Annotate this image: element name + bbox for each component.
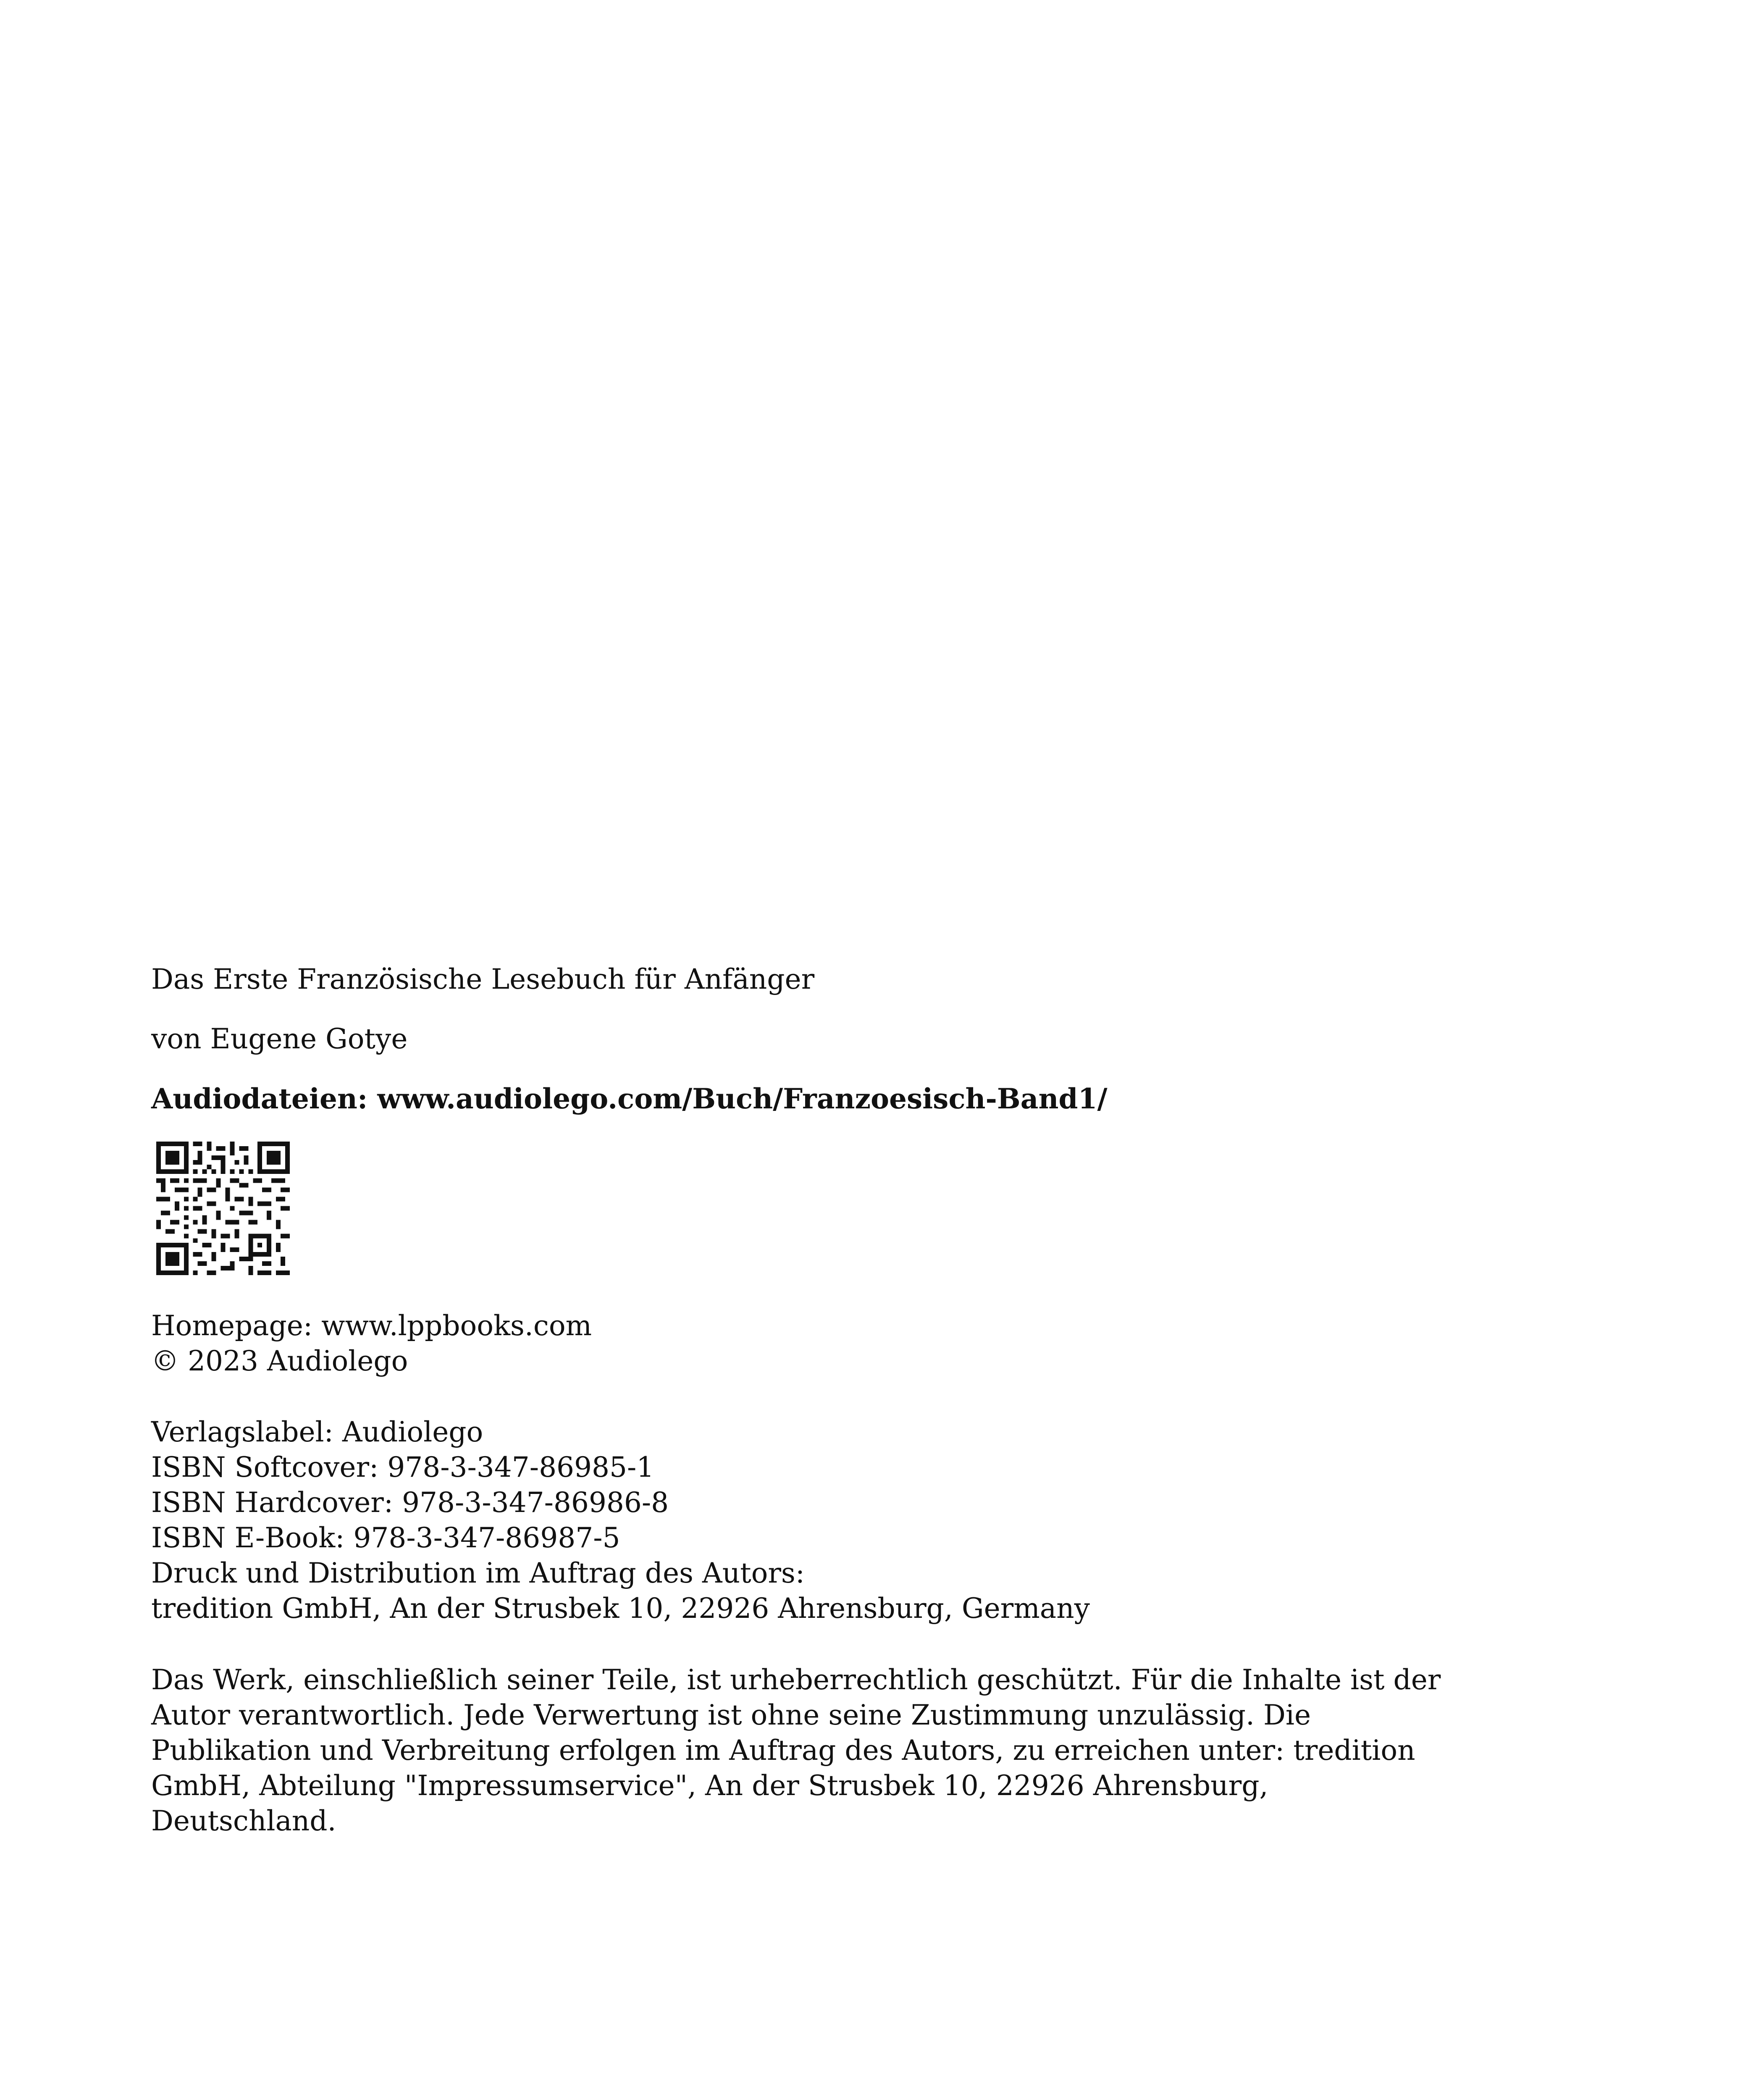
legal-line-5: Deutschland. bbox=[151, 1805, 336, 1837]
publisher-label: Verlagslabel: Audiolego bbox=[151, 1416, 483, 1448]
legal-line-4: GmbH, Abteilung "Impressumservice", An der Strusbek 10, 22926 Ahrensburg, bbox=[151, 1769, 1268, 1802]
printer-address: tredition GmbH, An der Strusbek 10, 22926 Ahrensburg, Germany bbox=[151, 1592, 1090, 1625]
publishing-block bbox=[151, 1415, 1090, 1626]
legal-line-3: Publikation und Verbreitung erfolgen im Auftrag des Autors, zu erreichen unter: tredition bbox=[151, 1734, 1415, 1767]
audio-files-link[interactable]: Audiodateien: www.audiolego.com/Buch/Franzoesisch-Band1/ bbox=[151, 1082, 1108, 1115]
contact-block bbox=[151, 1308, 592, 1379]
legal-notice bbox=[151, 1662, 1441, 1839]
legal-line-2: Autor verantwortlich. Jede Verwertung ist ohne seine Zustimmung unzulässig. Die bbox=[151, 1699, 1311, 1731]
book-title: Das Erste Französische Lesebuch für Anfänger bbox=[151, 963, 815, 995]
isbn-hardcover: ISBN Hardcover: 978-3-347-86986-8 bbox=[151, 1486, 669, 1519]
qr-code-icon bbox=[156, 1142, 290, 1275]
author-line: von Eugene Gotye bbox=[151, 1023, 408, 1055]
homepage-line[interactable]: Homepage: www.lppbooks.com bbox=[151, 1310, 592, 1342]
legal-line-1: Das Werk, einschließlich seiner Teile, ist urheberrechtlich geschützt. Für die Inhalte ist der bbox=[151, 1664, 1441, 1696]
isbn-ebook: ISBN E-Book: 978-3-347-86987-5 bbox=[151, 1522, 620, 1554]
print-distribution-line: Druck und Distribution im Auftrag des Autors: bbox=[151, 1557, 805, 1589]
copyright-line: © 2023 Audiolego bbox=[151, 1345, 408, 1377]
isbn-softcover: ISBN Softcover: 978-3-347-86985-1 bbox=[151, 1451, 654, 1483]
